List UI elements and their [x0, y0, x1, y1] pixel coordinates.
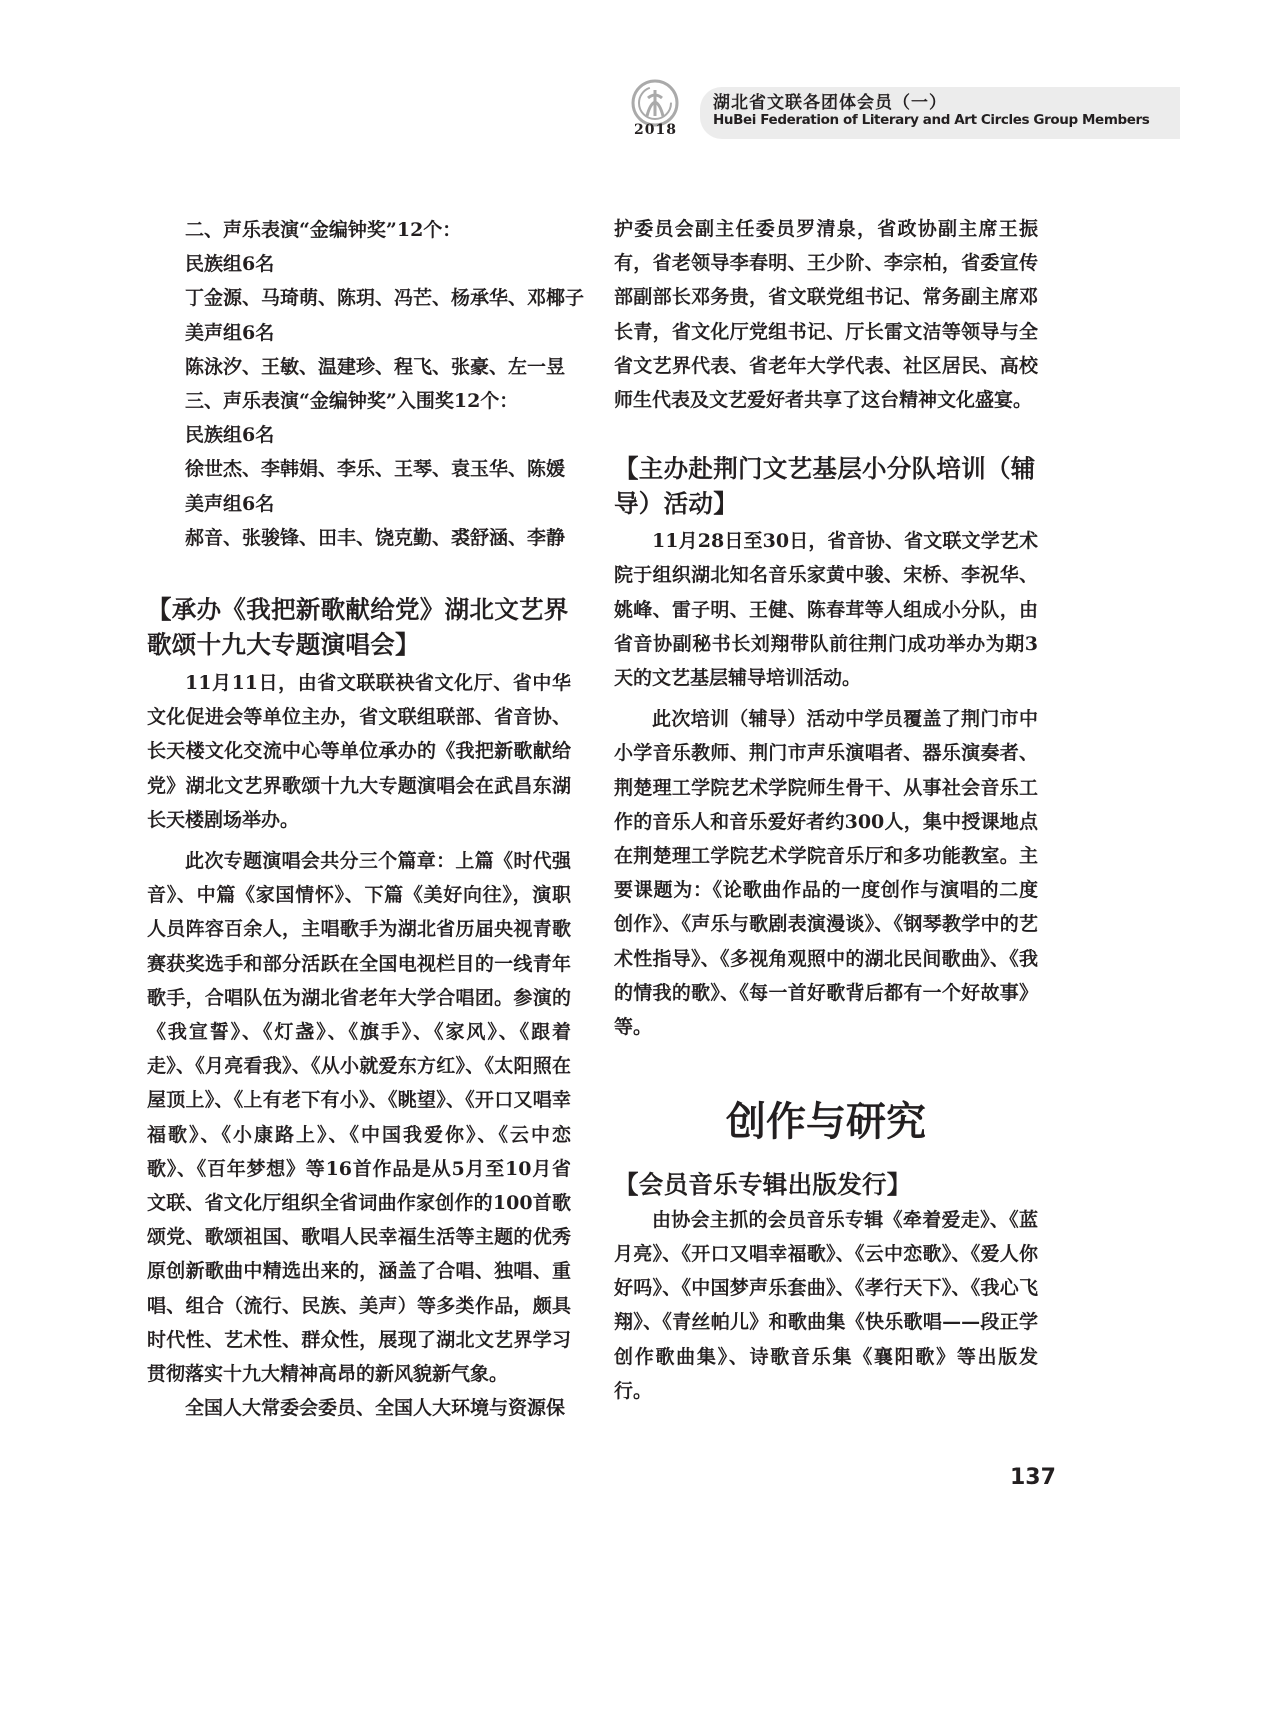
- award-line: 二、声乐表演“金编钟奖”12个：: [185, 219, 462, 241]
- right-column: [614, 212, 1038, 1408]
- award-line: 徐世杰、李韩娟、李乐、王琴、袁玉华、陈媛: [185, 458, 566, 481]
- award-line: 丁金源、马琦萌、陈玥、冯芒、杨承华、邓椰子: [185, 287, 585, 310]
- page-number: 137: [1010, 1465, 1056, 1490]
- award-line: 美声组6名: [185, 321, 275, 344]
- paragraph: 此次专题演唱会共分三个篇章：上篇《时代强音》、中篇《家国情怀》、下篇《美好向往》，演职人员阵容百余人，主唱歌手为湖北省历届央视青歌赛获奖选手和部分活跃在全国电视栏目的一线青年歌手，合唱队伍为湖北省老年大学合唱团。参演的《我宣誓》、《灯盏》、《旗手》、《家风》、《跟着走》、《月亮看我》、《从小就爱东方红》、《太阳照在屋顶上》、《上有老下有小》、《眺望》、《开口又唱幸福歌》、《小康路上》、《中国我爱你》、《云中恋歌》、《百年梦想》等16首作品是从5月至10月省文联、省文化厅组织全省词曲作家创作的100首歌颂党、歌颂祖国、歌唱人民幸福生活等主题的优秀原创新歌曲中精选出来的，涵盖了合唱、独唱、重唱、组合（流行、民族、美声）等多类作品，颇具时代性、艺术性、群众性，展现了湖北文艺界学习贯彻落实十九大精神高昂的新风貌新气象。: [147, 850, 571, 1386]
- section-heading: 【承办《我把新歌献给党》湖北文艺界歌颂十九大专题演唱会】: [147, 595, 569, 659]
- paragraph: 由协会主抓的会员音乐专辑《牵着爱走》、《蓝月亮》、《开口又唱幸福歌》、《云中恋歌》、《爱人你好吗》、《中国梦声乐套曲》、《孝行天下》、《我心飞翔》、《青丝帕儿》和歌曲集《快乐歌唱——段正学创作歌曲集》、诗歌音乐集《襄阳歌》等出版发行。: [614, 1208, 1038, 1402]
- federation-emblem-icon: [630, 78, 680, 128]
- award-line: 三、声乐表演“金编钟奖”入围奖12个：: [185, 390, 519, 413]
- paragraph: 11月28日至30日，省音协、省文联文学艺术院于组织湖北知名音乐家黄中骏、宋桥、李祝华、姚峰、雷子明、王健、陈春茸等人组成小分队，由省音协副秘书长刘翔带队前往荆门成功举办为期3天的文艺基层辅导培训活动。: [614, 530, 1038, 690]
- award-line: 民族组6名: [185, 424, 275, 447]
- award-line: 民族组6名: [185, 253, 275, 276]
- section-heading: 【主办赴荆门文艺基层小分队培训（辅导）活动】: [614, 454, 1036, 518]
- header-title: 湖北省文联各团体会员（一）: [713, 93, 947, 113]
- paragraph: 全国人大常委会委员、全国人大环境与资源保: [185, 1397, 566, 1420]
- left-column: [147, 213, 585, 1426]
- award-line: 郝音、张骏锋、田丰、饶克勤、裘舒涵、李静: [185, 526, 566, 549]
- award-line: 美声组6名: [185, 492, 275, 515]
- header-subtitle: HuBei Federation of Literary and Art Circles Group Members: [713, 112, 1150, 128]
- year-label: 2018: [634, 122, 677, 138]
- section-heading: 【会员音乐专辑出版发行】: [614, 1170, 912, 1200]
- paragraph: 此次培训（辅导）活动中学员覆盖了荆门市中小学音乐教师、荆门市声乐演唱者、器乐演奏者、荆楚理工学院艺术学院师生骨干、从事社会音乐工作的音乐人和音乐爱好者约300人，集中授课地点在荆楚理工学院艺术学院音乐厅和多功能教室。主要课题为：《论歌曲作品的一度创作与演唱的二度创作》、《声乐与歌剧表演漫谈》、《钢琴教学中的艺术性指导》、《多视角观照中的湖北民间歌曲》、《我的情我的歌》、《每一首好歌背后都有一个好故事》等。: [614, 708, 1038, 1039]
- section-title: 创作与研究: [726, 1099, 926, 1146]
- paragraph: 11月11日，由省文联联袂省文化厅、省中华文化促进会等单位主办，省文联组联部、省音协、长天楼文化交流中心等单位承办的《我把新歌献给党》湖北文艺界歌颂十九大专题演唱会在武昌东湖长天楼剧场举办。: [147, 672, 571, 831]
- award-line: 陈泳汐、王敏、温建珍、程飞、张豪、左一昱: [185, 355, 566, 378]
- paragraph: 护委员会副主任委员罗清泉，省政协副主席王振有，省老领导李春明、王少阶、李宗柏，省委宣传部副部长邓务贵，省文联党组书记、常务副主席邓长青，省文化厅党组书记、厅长雷文洁等领导与全省文艺界代表、省老年大学代表、社区居民、高校师生代表及文艺爱好者共享了这台精神文化盛宴。: [614, 218, 1038, 412]
